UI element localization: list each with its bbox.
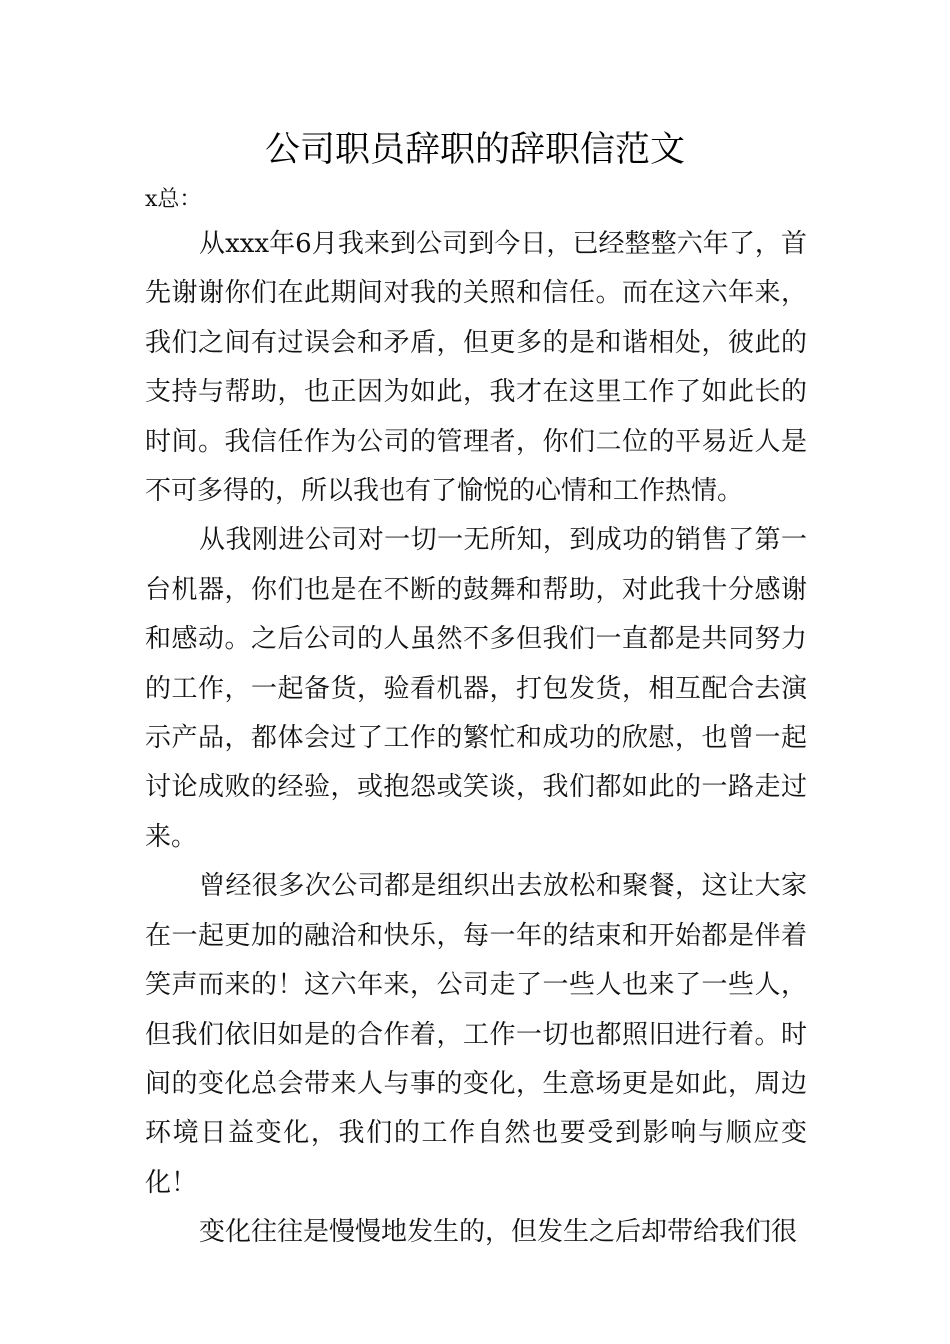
paragraph-4: 变化往往是慢慢地发生的，但发生之后却带给我们很 <box>199 1217 798 1248</box>
salutation: x总： <box>145 187 202 212</box>
paragraph-1: 从xxx年6月我来到公司到今日，已经整整六年了，首先谢谢你们在此期间对我的关照和信任。而在这六年来，我们之间有过误会和矛盾，但更多的是和谐相处，彼此的支持与帮助，也正因为如此，我才在这里工作了如此长的时间。我信任作为公司的管理者，你们二位的平易近人是不可多得的，所以我也有了愉悦的心情和工作热情。 <box>145 229 807 507</box>
paragraph-3: 曾经很多次公司都是组织出去放松和聚餐，这让大家在一起更加的融洽和快乐，每一年的结束和开始都是伴着笑声而来的！这六年来，公司走了一些人也来了一些人，但我们依旧如是的合作着，工作一切也都照旧进行着。时间的变化总会带来人与事的变化，生意场更是如此，周边环境日益变化，我们的工作自然也要受到影响与顺应变化！ <box>145 871 807 1198</box>
document-title: 公司职员辞职的辞职信范文 <box>264 130 685 170</box>
document-body <box>145 180 807 1258</box>
paragraph-2: 从我刚进公司对一切一无所知，到成功的销售了第一台机器，你们也是在不断的鼓舞和帮助，对此我十分感谢和感动。之后公司的人虽然不多但我们一直都是共同努力的工作，一起备货，验看机器，打包发货，相互配合去演示产品，都体会过了工作的繁忙和成功的欣慰，也曾一起讨论成败的经验，或抱怨或笑谈，我们都如此的一路走过来。 <box>145 525 807 852</box>
